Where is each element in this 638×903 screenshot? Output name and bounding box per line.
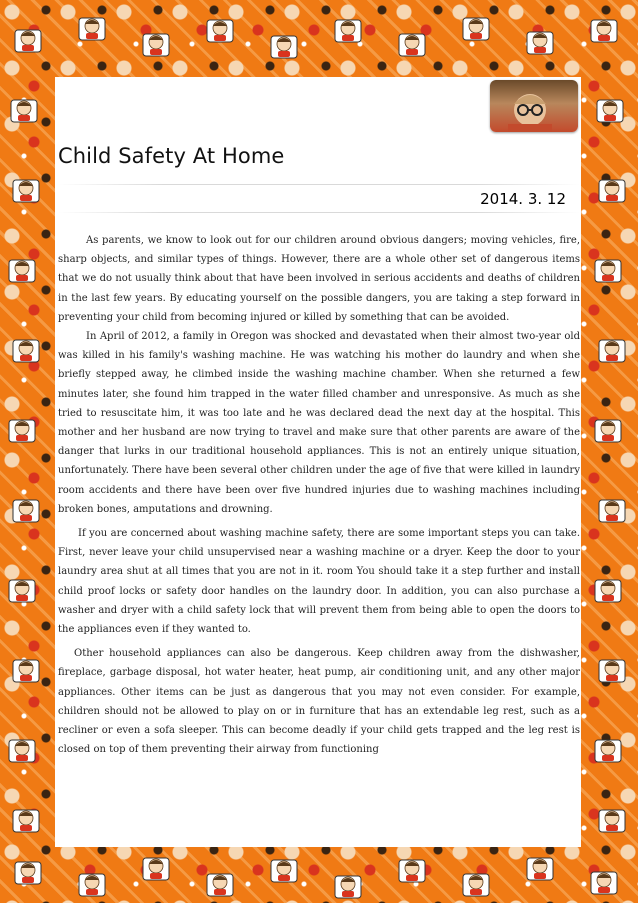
article-body bbox=[58, 231, 580, 759]
paragraph: Other household appliances can also be dangerous. Keep children away from the dishwasher, fireplace, garbage disposal, hot water heater, heat pump, air conditioning unit, and any other major appliances. Other items can be just as dangerous that you may not even consider. For example, children should not be allowed to play on or in furniture that has an extendable leg rest, such as a recliner or even a sofa sleeper. This can become deadly if your child gets trapped and the leg rest is closed on top of them preventing their airway from functioning bbox=[58, 648, 580, 756]
divider bbox=[58, 212, 580, 213]
paragraph: As parents, we know to look out for our children around obvious dangers; moving vehicles, fire, sharp objects, and similar types of things. However, there are a whole other set of dangerous items that we do not usually think about that have been involved in serious accidents and deaths of children in the last few years. By educating yourself on the possible dangers, you are taking a step forward in preventing your child from becoming injured or killed by something that can be avoided. bbox=[58, 235, 580, 323]
divider bbox=[58, 184, 580, 185]
paragraph: In April of 2012, a family in Oregon was shocked and devastated when their almost two-year old was killed in his family's washing machine. He was watching his mother do laundry and when she briefly stepped away, he climbed inside the washing machine chamber. When she returned a few minutes later, she found him trapped in the water filled chamber and unresponsive. As much as she tried to resuscitate him, it was too late and he was declared dead the next day at the hospital. This mother and her husband are now trying to travel and make sure that other parents are aware of the danger that lurks in our traditional household appliances. This is not an entirely unique situation, unfortunately. There have been several other children under the age of five that were killed in laundry room accidents and there have been over five hundred injuries due to washing machines including broken bones, amputations and drowning. bbox=[58, 331, 580, 515]
page-title: Child Safety At Home bbox=[58, 144, 285, 168]
document-date: 2014. 3. 12 bbox=[480, 190, 566, 208]
paragraph: If you are concerned about washing machine safety, there are some important steps you can take. First, never leave your child unsupervised near a washing machine or a dryer. Keep the door to your laundry area shut at all times that you are not in it. room You should take it a step further and install child proof locks or safety door handles on the laundry door. In addition, you can also purchase a washer and dryer with a child safety lock that will prevent them from being able to open the doors to the appliances even if they wanted to. bbox=[58, 528, 580, 636]
child-with-glasses-photo bbox=[490, 80, 578, 132]
